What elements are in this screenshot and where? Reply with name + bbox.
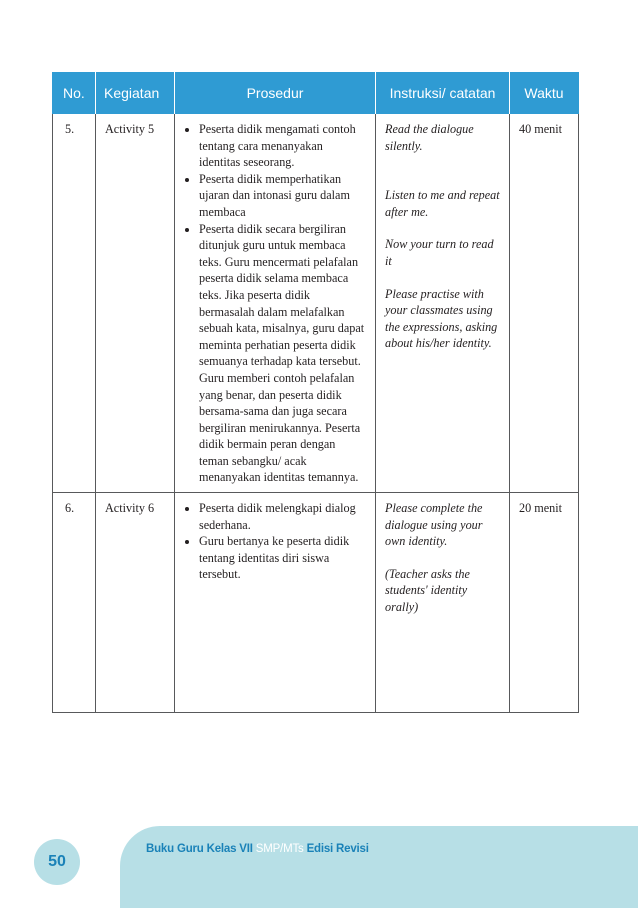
book-edition: Edisi Revisi — [306, 843, 369, 855]
book-title-light: SMP/MTs — [255, 843, 304, 855]
procedure-item: • Peserta didik mengamati contoh tentang cara menanyakan identitas seseorang. — [199, 121, 367, 171]
table-row — [53, 493, 579, 713]
activity-name: Activity 6 — [96, 493, 175, 713]
procedure-list — [184, 500, 367, 583]
header-prosedur: Prosedur — [175, 72, 376, 114]
procedure-item: • Peserta didik melengkapi dialog sederhana. — [199, 500, 367, 533]
book-title-bold: Buku Guru Kelas VII — [146, 843, 253, 855]
procedure-cell — [175, 493, 376, 713]
table-row — [53, 114, 579, 493]
instruction-text: Please complete the dialogue using your own identity. — [385, 501, 483, 549]
instruction-cell — [376, 493, 510, 713]
header-instruksi: Instruksi/ catatan — [376, 72, 510, 114]
procedure-item: • Peserta didik memperhatikan ujaran dan intonasi guru dalam membaca — [199, 171, 367, 221]
procedure-item: • Peserta didik secara bergiliran ditunjuk guru untuk membaca teks. Guru mencermati pelafalan peserta didik selama membaca teks. Jika peserta didik bermasalah dalam melafalkan sebuah kata, misalnya, guru dapat meminta perhatian peserta didik semuanya terhadap kata tersebut. Guru memberi contoh pelafalan yang benar, dan peserta didik bersama-sama dan juga secara bergiliran menirukannya. Peserta didik bermain peran dengan teman sebangku/ acak menanyakan identitas temannya. — [199, 221, 367, 487]
instruction-text: Now your turn to read it — [385, 237, 494, 268]
table-header-row — [53, 72, 579, 114]
instruction-text: Listen to me and repeat after me. — [385, 188, 500, 219]
procedure-cell — [175, 114, 376, 493]
footer-book-title — [146, 843, 369, 855]
instruction-text: Please practise with your classmates using the expressions, asking about his/her identity. — [385, 286, 498, 351]
row-number: 5. — [53, 114, 96, 493]
activity-name: Activity 5 — [96, 114, 175, 493]
page-number: 50 — [48, 853, 66, 870]
procedure-item: • Guru bertanya ke peserta didik tentang identitas diri siswa tersebut. — [199, 533, 367, 583]
duration: 20 menit — [510, 493, 579, 713]
duration: 40 menit — [510, 114, 579, 493]
row-number: 6. — [53, 493, 96, 713]
lesson-activity-table — [52, 72, 579, 713]
instruction-text: Read the dialogue silently. — [385, 122, 474, 153]
footer-band — [120, 826, 638, 908]
header-kegiatan: Kegiatan — [96, 72, 175, 114]
header-no: No. — [53, 72, 96, 114]
instruction-text: (Teacher asks the students' identity orally) — [385, 566, 470, 615]
procedure-list — [184, 121, 367, 486]
header-waktu: Waktu — [510, 72, 579, 114]
page-number-badge — [34, 839, 80, 885]
instruction-cell — [376, 114, 510, 493]
